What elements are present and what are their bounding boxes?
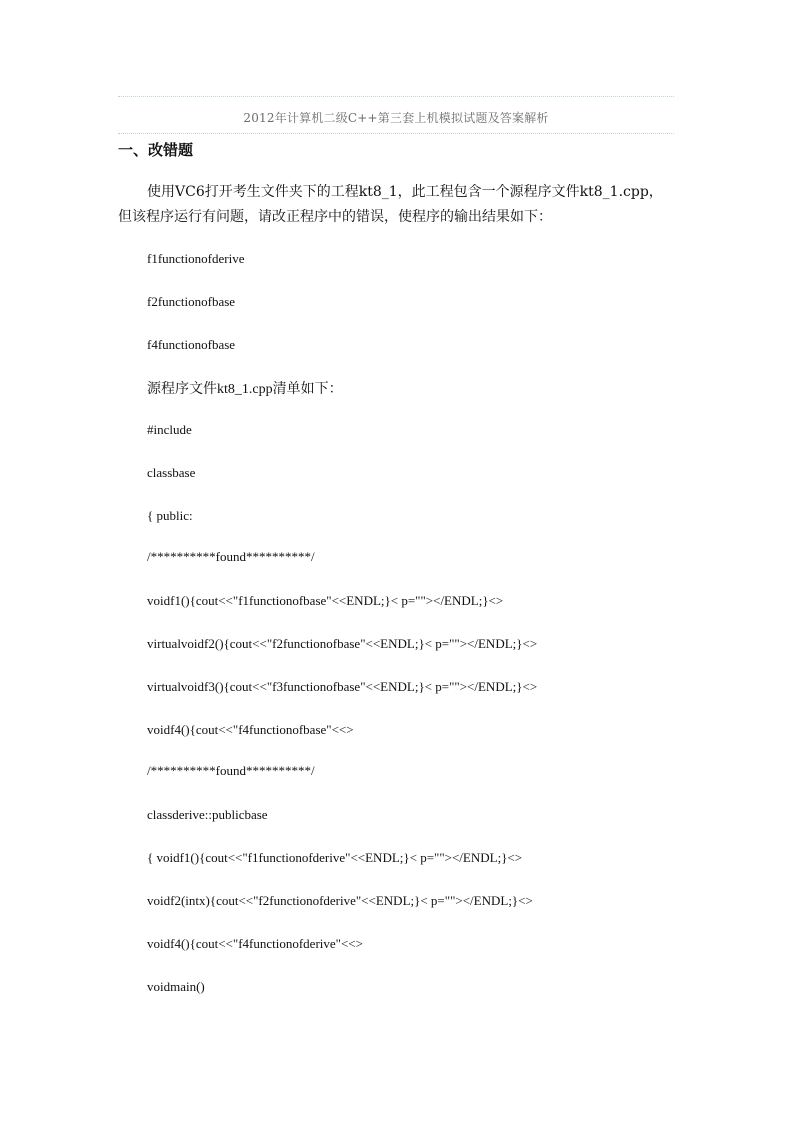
code-comment-line: /**********found**********/ xyxy=(147,763,315,778)
section-heading: 一、改错题 xyxy=(118,141,194,159)
output-line: f1functionofderive xyxy=(147,251,245,266)
code-line: { public: xyxy=(147,508,193,523)
code-line: classderive::publicbase xyxy=(147,807,268,822)
code-line: voidf4(){cout<<"f4functionofbase"<<> xyxy=(147,722,354,737)
code-line: voidf4(){cout<<"f4functionofderive"<<> xyxy=(147,936,363,951)
output-line: f4functionofbase xyxy=(147,337,236,352)
title-top-rule xyxy=(118,96,674,97)
code-line: classbase xyxy=(147,465,196,480)
source-listing-intro: 源程序文件kt8_1.cpp清单如下： xyxy=(147,382,343,397)
code-line: voidf1(){cout<<"f1functionofbase"<<ENDL;}< p=""></ENDL;}<> xyxy=(147,593,504,608)
code-comment-line: /**********found**********/ xyxy=(147,549,315,564)
intro-paragraph: 使用VC6打开考生文件夹下的工程kt8_1，此工程包含一个源程序文件kt8_1.cpp，但该程序运行有问题，请改正程序中的错误，使程序的输出结果如下： xyxy=(118,184,663,225)
title-bottom-rule xyxy=(118,133,674,134)
code-line: voidmain() xyxy=(147,979,205,994)
output-line: f2functionofbase xyxy=(147,294,236,309)
code-line: virtualvoidf2(){cout<<"f2functionofbase"<<ENDL;}< p=""></ENDL;}<> xyxy=(147,636,538,651)
code-line: virtualvoidf3(){cout<<"f3functionofbase"<<ENDL;}< p=""></ENDL;}<> xyxy=(147,679,538,694)
document-title: 2012年计算机二级C++第三套上机模拟试题及答案解析 xyxy=(243,111,549,125)
code-line: #include xyxy=(147,422,192,437)
code-line: { voidf1(){cout<<"f1functionofderive"<<ENDL;}< p=""></ENDL;}<> xyxy=(147,850,523,865)
code-line: voidf2(intx){cout<<"f2functionofderive"<<ENDL;}< p=""></ENDL;}<> xyxy=(147,893,533,908)
